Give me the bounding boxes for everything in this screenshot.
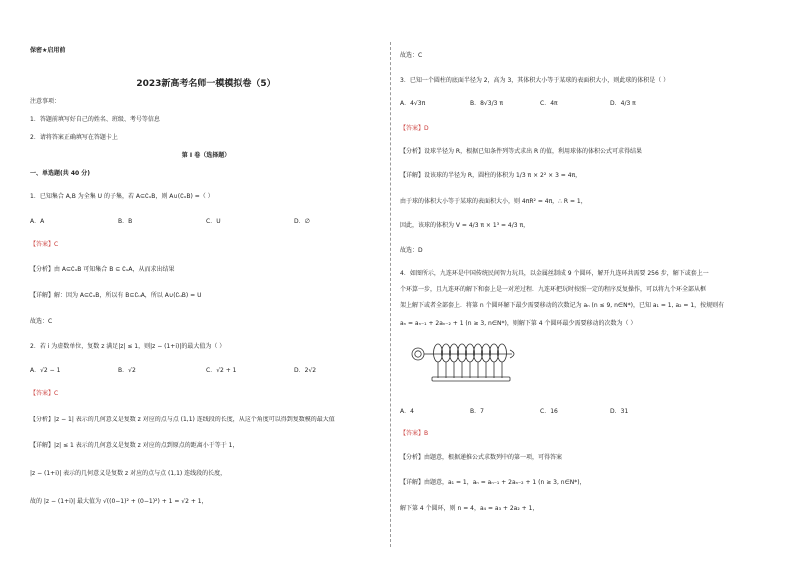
q4-option-c: C．16: [540, 408, 558, 415]
notice-heading: 注意事项：: [30, 98, 61, 105]
q4-stem-3: 架上解下或者全部套上．将第 n 个圆环解下最少需要移动的次数记为 aₙ (n ≤ 9, n∈N*)，已知 a₁ = 1, a₂ = 1，按规则有: [400, 302, 725, 309]
q3-conclusion: 故选：D: [400, 247, 423, 254]
part-heading: 一、单选题(共 40 分): [30, 170, 91, 177]
q3-option-d: D．4/3 π: [610, 100, 636, 107]
q2-answer: 【答案】C: [30, 390, 59, 397]
q3-detail-3: 因此，该球的体积为 V = 4/3 π × 1³ = 4/3 π，: [400, 222, 530, 229]
q2-detail-2: |z − (1+i)| 表示的几何意义是复数 z 对应的点与点 (1,1) 连线段的长度，: [30, 470, 227, 477]
q4-option-b: B．7: [470, 408, 484, 415]
q4-detail-2: 解下第 4 个圆环，则 n = 4，a₄ = a₃ + 2a₂ + 1，: [400, 505, 539, 512]
q3-analysis: 【分析】设球半径为 R，根据已知条件列等式求出 R 的值，利用球体的体积公式可求得结果: [400, 148, 643, 155]
q1-option-c: C．U: [206, 218, 221, 225]
q3-option-c: C．4π: [540, 100, 558, 107]
q3-answer: 【答案】D: [400, 125, 429, 132]
q2-option-b: B．√2: [118, 367, 136, 374]
q1-option-d: D．∅: [294, 218, 310, 225]
q1-conclusion: 故选：C: [30, 318, 53, 325]
prev-conclusion: 故选：C: [400, 52, 423, 59]
q2-option-d: D．2√2: [294, 367, 317, 374]
q1-option-a: A．A: [30, 218, 45, 225]
q2-stem: 2．若 i 为虚数单位，复数 z 满足|z| ≤ 1，则|z − (1+i)|的最大值为（ ）: [30, 343, 226, 350]
volume-heading: 第 I 卷（选择题）: [181, 152, 231, 159]
page-title: 2023新高考名师一模模拟卷（5）: [136, 79, 276, 89]
confidential-label: 保密★启用前: [30, 47, 66, 54]
q4-detail: 【详解】由题意，a₁ = 1，aₙ = aₙ₋₁ + 2aₙ₋₂ + 1 (n ≥ 3, n∈N*)，: [400, 479, 586, 486]
q3-stem: 3．已知一个圆柱的底面半径为 2，高为 3，其体积大小等于某球的表面积大小，则此球的体积是（ ）: [400, 77, 670, 84]
q2-option-c: C．√2 + 1: [206, 367, 237, 374]
q4-analysis: 【分析】由题意，根据递推公式求数列中的第一项，可得答案: [400, 454, 563, 461]
q2-detail-3: 故的 |z − (1+i)| 最大值为 √((0−1)² + (0−1)²) + 1 = √2 + 1，: [30, 498, 208, 505]
q2-analysis: 【分析】|z − 1| 表示的几何意义是复数 z 对应的点与点 (1,1) 连线段的长度，从这个角度可以得到复数模的最大值: [30, 416, 335, 423]
q4-answer: 【答案】B: [400, 430, 429, 437]
q4-stem-1: 4．如图所示，九连环是中国传统民间智力玩具，以金属丝制成 9 个圆环，解开九连环共需要 256 步，解下或套上一: [400, 270, 709, 277]
q3-detail: 【详解】设该球的半径为 R，圆柱的体积为 1/3 π × 2² × 3 = 4π，: [400, 172, 582, 179]
q3-option-b: B．8√3/3 π: [470, 100, 503, 107]
q1-detail: 【详解】解：因为 A⊆∁ᵤB，所以有 B⊆∁ᵤA，所以 A∪(∁ᵤB) = U: [30, 292, 202, 299]
notice-item-2: 2．请将答案正确填写在答题卡上: [30, 134, 118, 141]
q1-answer: 【答案】C: [30, 241, 59, 248]
q1-stem: 1．已知集合 A,B 为全集 U 的子集，若 A⊆∁ᵤB，则 A∪(∁ᵤB) =（ ）: [30, 193, 214, 200]
q4-option-a: A．4: [400, 408, 414, 415]
q3-option-a: A．4√3π: [400, 100, 426, 107]
column-divider: [390, 42, 391, 547]
nine-linked-rings-illustration: [408, 340, 520, 390]
q2-detail: 【详解】|z| ≤ 1 表示的几何意义是复数 z 对应的点到原点的距离小于等于 1，: [30, 442, 239, 449]
q2-option-a: A．√2 − 1: [30, 367, 61, 374]
q4-option-d: D．31: [610, 408, 629, 415]
q4-stem-2: 个环算一步，且九连环的解下和套上是一对逆过程．九连环把玩时按照一定的程序反复操作，可以将九个环全部从框: [400, 286, 707, 293]
q1-option-b: B．B: [118, 218, 133, 225]
q3-detail-2: 由于球的体积大小等于某球的表面积大小，则 4πR² = 4π，∴ R = 1，: [400, 198, 587, 205]
notice-item-1: 1．答题前填写好自己的姓名、班级、考号等信息: [30, 116, 160, 123]
q1-analysis: 【分析】由 A⊆∁ᵤB 可知集合 B ⊆ ∁ᵤA，从而求出结果: [30, 266, 175, 273]
q4-stem-4: aₙ = aₙ₋₁ + 2aₙ₋₂ + 1 (n ≥ 3, n∈N*)，则解下第 4 个圆环最少需要移动的次数为（ ）: [400, 320, 637, 327]
